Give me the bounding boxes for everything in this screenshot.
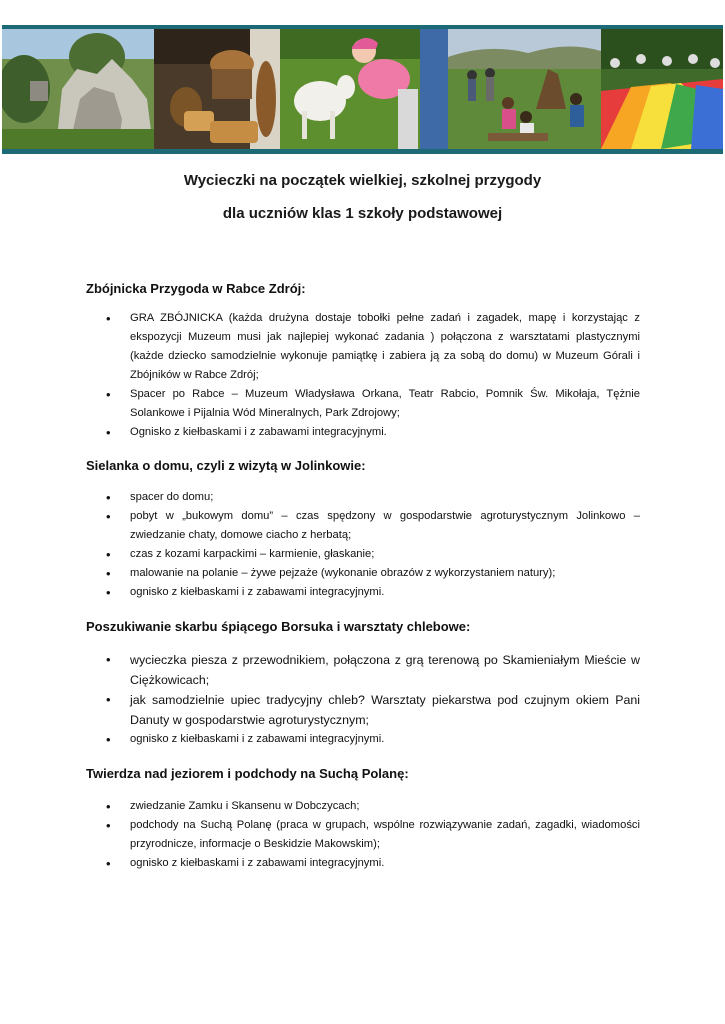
section-title-borsuk: Poszukiwanie skarbu śpiącego Borsuka i warsztaty chlebowe: [86, 619, 471, 634]
page-title: Wycieczki na początek wielkiej, szkolnej przygody [183, 172, 542, 189]
list-item: • Spacer po Rabce – Muzeum Władysława Orkana, Teatr Rabcio, Pomnik Św. Mikołaja, Tężnie Solankowe i Pijalnia Wód Mineralnych, Park Zdrojowy; [106, 385, 640, 423]
list-item: • malowanie na polanie – żywe pejzaże (wykonanie obrazów z wykorzystaniem natury); [106, 564, 640, 583]
section-list-borsuk [106, 650, 640, 749]
goat-girl-photo [280, 29, 448, 149]
rock-castle-photo [2, 29, 154, 149]
section-title-twierdza: Twierdza nad jeziorem i podchody na Suchą Polanę: [86, 766, 409, 781]
parachute-game-photo [601, 29, 723, 149]
section-list-twierdza [106, 797, 640, 873]
campfire-group-photo [448, 29, 601, 149]
banner-bottom-border [2, 149, 723, 154]
list-item: • ognisko z kiełbaskami i z zabawami integracyjnymi. [106, 583, 640, 602]
list-item: • Ognisko z kiełbaskami i z zabawami integracyjnymi. [106, 423, 640, 442]
page-subtitle: dla uczniów klas 1 szkoły podstawowej [222, 205, 503, 222]
list-item: • czas z kozami karpackimi – karmienie, głaskanie; [106, 545, 640, 564]
list-item: • ognisko z kiełbaskami i z zabawami integracyjnymi. [106, 854, 640, 873]
photo-banner [2, 29, 723, 149]
list-item: • GRA ZBÓJNICKA (każda drużyna dostaje tobołki pełne zadań i zagadek, mapę i korzystając z ekspozycji Muzeum musi jak najlepiej wykonać zadania ) połączona z warsztatami plastycznymi (każde dziecko samodzielnie wykonuje pamiątkę i zabiera ją za sobą do domu) w Muzeum Górali i Zbójników w Rabce Zdrój; [106, 309, 640, 385]
list-item: • zwiedzanie Zamku i Skansenu w Dobczycach; [106, 797, 640, 816]
list-item: • ognisko z kiełbaskami i z zabawami integracyjnymi. [106, 730, 640, 749]
list-item: • pobyt w „bukowym domu” – czas spędzony w gospodarstwie agroturystycznym Jolinkowo – zwiedzanie chaty, domowe ciacho z herbatą; [106, 507, 640, 545]
list-item: • podchody na Suchą Polanę (praca w grupach, wspólne rozwiązywanie zadań, zagadki, wiadomości przyrodnicze, informacje o Beskidzie Makowskim); [106, 816, 640, 854]
list-item: • jak samodzielnie upiec tradycyjny chleb? Warsztaty piekarstwa pod czujnym okiem Pani Danuty w gospodarstwie agroturystycznym; [106, 690, 640, 730]
section-title-sielanka: Sielanka o domu, czyli z wizytą w Jolinkowie: [86, 458, 366, 473]
list-item: • wycieczka piesza z przewodnikiem, połączona z grą terenową po Skamieniałym Mieście w Ciężkowicach; [106, 650, 640, 690]
section-list-zbojnicka [106, 309, 640, 442]
bread-kitchen-photo [154, 29, 280, 149]
section-list-sielanka [106, 488, 640, 602]
section-title-zbojnicka: Zbójnicka Przygoda w Rabce Zdrój: [86, 281, 306, 296]
list-item: • spacer do domu; [106, 488, 640, 507]
